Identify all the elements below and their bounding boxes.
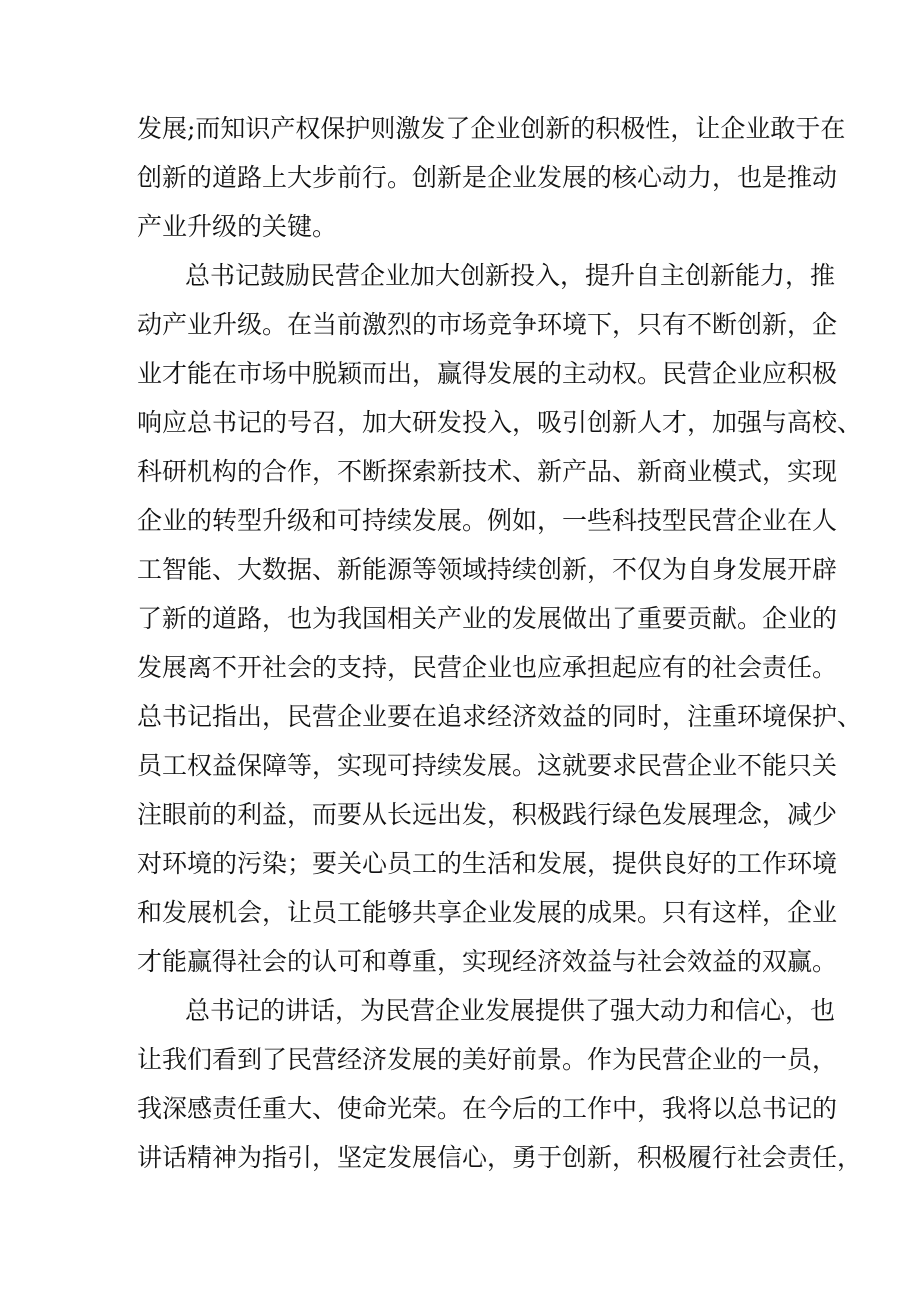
text-line: 创新的道路上大步前行。创新是企业发展的核心动力，也是推动 (137, 163, 838, 192)
text-line: 动产业升级。在当前激烈的市场竞争环境下，只有不断创新，企 (137, 310, 838, 339)
text-line: 科研机构的合作，不断探索新技术、新产品、新商业模式，实现 (137, 457, 838, 486)
paragraph-first-line: 总书记鼓励民营企业加大创新投入，提升自主创新能力，推 (185, 261, 836, 290)
text-line: 了新的道路，也为我国相关产业的发展做出了重要贡献。企业的 (137, 604, 838, 633)
text-line: 对环境的污染；要关心员工的生活和发展，提供良好的工作环境 (137, 849, 838, 878)
text-line: 发展;而知识产权保护则激发了企业创新的积极性，让企业敢于在 (137, 114, 846, 143)
text-line: 我深感责任重大、使命光荣。在今后的工作中，我将以总书记的 (137, 1094, 838, 1123)
text-line: 业才能在市场中脱颖而出，赢得发展的主动权。民营企业应积极 (137, 359, 838, 388)
text-line: 企业的转型升级和可持续发展。例如，一些科技型民营企业在人 (137, 506, 838, 535)
text-line: 工智能、大数据、新能源等领域持续创新，不仅为自身发展开辟 (137, 555, 838, 584)
text-line: 总书记指出，民营企业要在追求经济效益的同时，注重环境保护、 (137, 702, 863, 731)
text-line: 员工权益保障等，实现可持续发展。这就要求民营企业不能只关 (137, 751, 838, 780)
text-line: 和发展机会，让员工能够共享企业发展的成果。只有这样，企业 (137, 898, 838, 927)
text-line: 发展离不开社会的支持，民营企业也应承担起应有的社会责任。 (137, 653, 838, 682)
text-line: 才能赢得社会的认可和尊重，实现经济效益与社会效益的双赢。 (137, 947, 838, 976)
text-line: 产业升级的关键。 (137, 212, 338, 241)
paragraph-first-line: 总书记的讲话，为民营企业发展提供了强大动力和信心，也 (185, 996, 836, 1025)
text-line: 注眼前的利益，而要从长远出发，积极践行绿色发展理念，减少 (137, 800, 838, 829)
text-line: 让我们看到了民营经济发展的美好前景。作为民营企业的一员， (137, 1045, 838, 1074)
text-line: 响应总书记的号召，加大研发投入，吸引创新人才，加强与高校、 (137, 408, 863, 437)
text-line: 讲话精神为指引，坚定发展信心，勇于创新，积极履行社会责任， (137, 1143, 863, 1172)
